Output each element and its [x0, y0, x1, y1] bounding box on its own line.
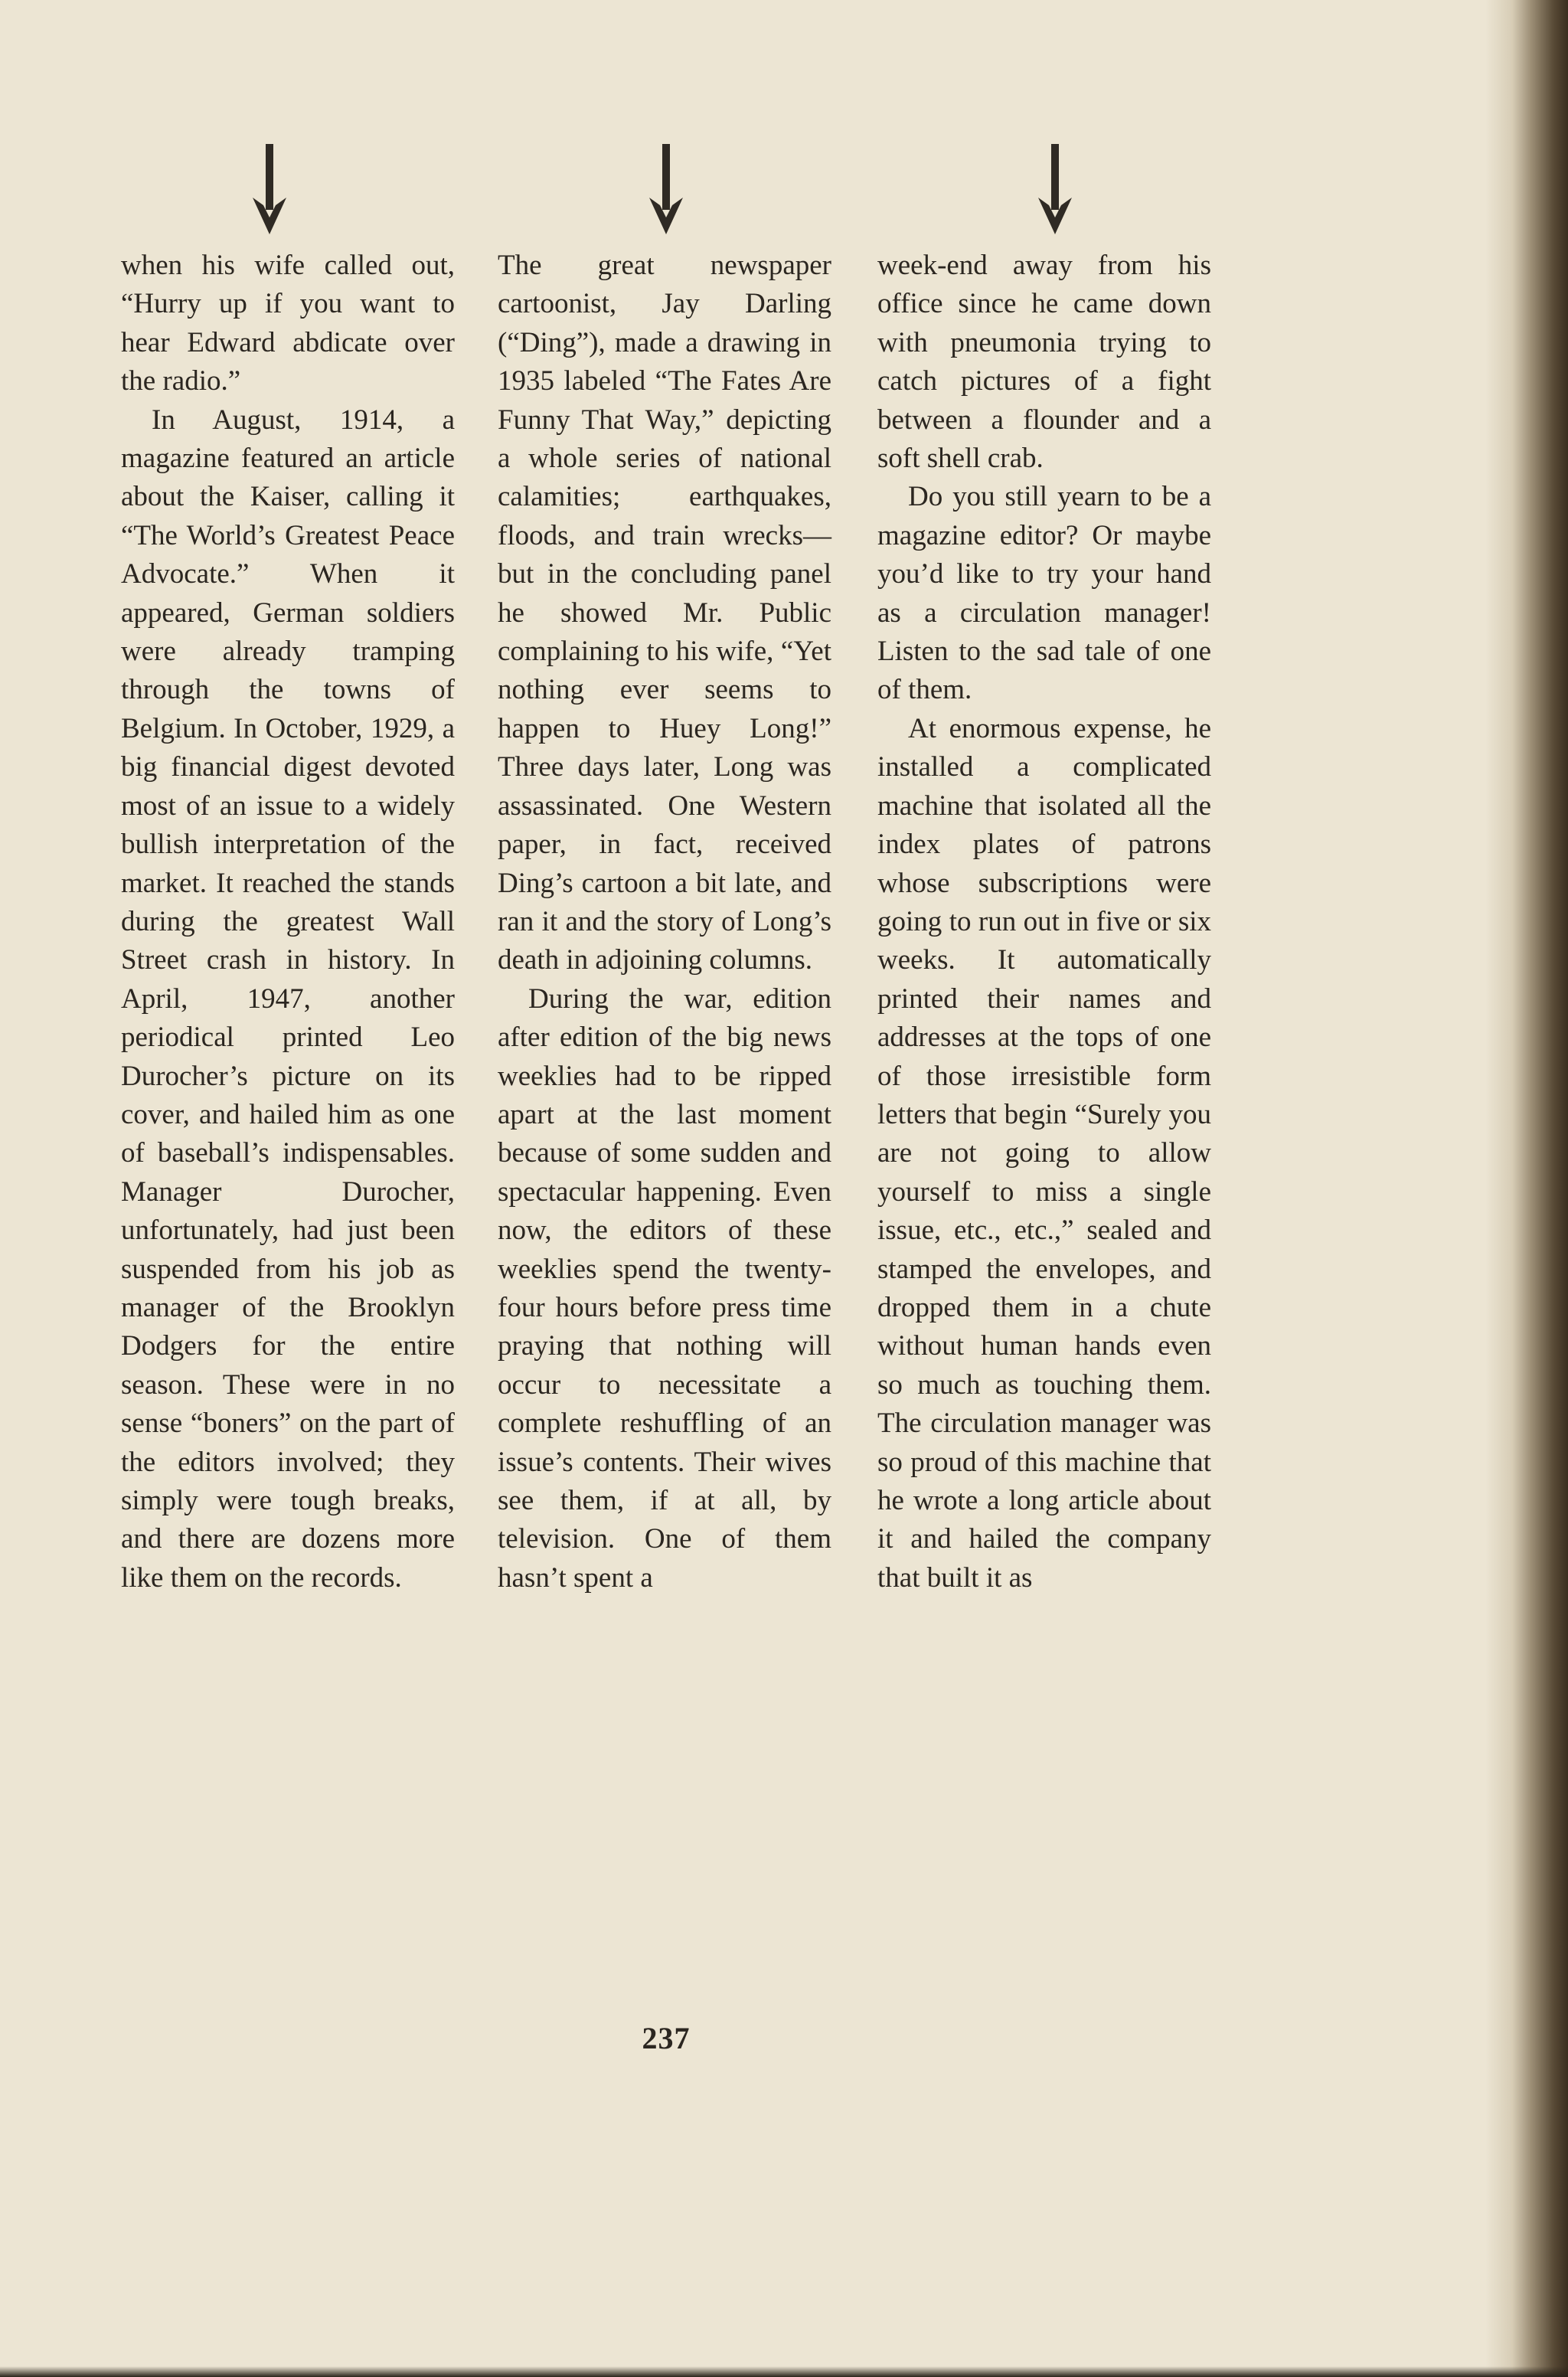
- down-arrow-icon: [1038, 144, 1072, 234]
- paragraph: when his wife called out, “Hurry up if you want to hear Edward abdicate over the radio.”: [121, 250, 455, 397]
- page-bottom-edge: [0, 2366, 1568, 2377]
- paragraph: week-end away from his office since he came down with pneumonia trying to catch pictures of a fight between a flounder and a soft shell crab.: [877, 250, 1211, 475]
- down-arrow-icon: [649, 144, 683, 234]
- paragraph: During the war, edition after edition of the big news weeklies had to be ripped apart at the last moment because of some sudden and spectacular happening. Even now, the editors of these weeklies spend the twenty-four hours before press time praying that nothing will occur to necessitate a complete reshuffling of an issue’s contents. Their wives see them, if at all, by television. One of them hasn’t spent a: [498, 983, 831, 1594]
- paragraph: The great newspaper cartoonist, Jay Darling (“Ding”), made a drawing in 1935 labeled “The Fates Are Funny That Way,” depicting a whole series of national calamities; earthquakes, floods, and train wrecks—but in the concluding panel he showed Mr. Public complaining to his wife, “Yet nothing ever seems to happen to Huey Long!” Three days later, Long was assassinated. One Western paper, in fact, received Ding’s cartoon a bit late, and ran it and the story of Long’s death in adjoining columns.: [498, 250, 831, 976]
- paragraph: At enormous expense, he installed a complicated machine that isolated all the index plates of patrons whose subscriptions were going to run out in five or six weeks. It automatically printed their names and addresses at the tops of one of those irresistible form letters that begin “Surely you are not going to allow yourself to miss a single issue, etc., etc.,” sealed and stamped the envelopes, and dropped them in a chute without human hands even so much as touching them. The circulation manager was so proud of this machine that he wrote a long article about it and hailed the company that built it as: [877, 712, 1211, 1594]
- down-arrow-icon: [253, 144, 286, 234]
- page-number: 237: [642, 2021, 691, 2055]
- text-column-middle: [498, 247, 831, 1597]
- paragraph: Do you still yearn to be a magazine editor? Or maybe you’d like to try your hand as a circulation manager! Listen to the sad tale of one of them.: [877, 481, 1211, 706]
- paragraph: In August, 1914, a magazine featured an article about the Kaiser, calling it “The World’s Greatest Peace Advocate.” When it appeared, German soldiers were already tramping through the towns of Belgium. In October, 1929, a big financial digest devoted most of an issue to a widely bullish interpretation of the market. It reached the stands during the greatest Wall Street crash in history. In April, 1947, another periodical printed Leo Durocher’s picture on its cover, and hailed him as one of baseball’s indispensables. Manager Durocher, unfortunately, had just been suspended from his job as manager of the Brooklyn Dodgers for the entire season. These were in no sense “boners” on the part of the editors involved; they simply were tough breaks, and there are dozens more like them on the records.: [121, 404, 455, 1594]
- text-column-right: [877, 247, 1211, 1597]
- text-column-left: [121, 247, 455, 1597]
